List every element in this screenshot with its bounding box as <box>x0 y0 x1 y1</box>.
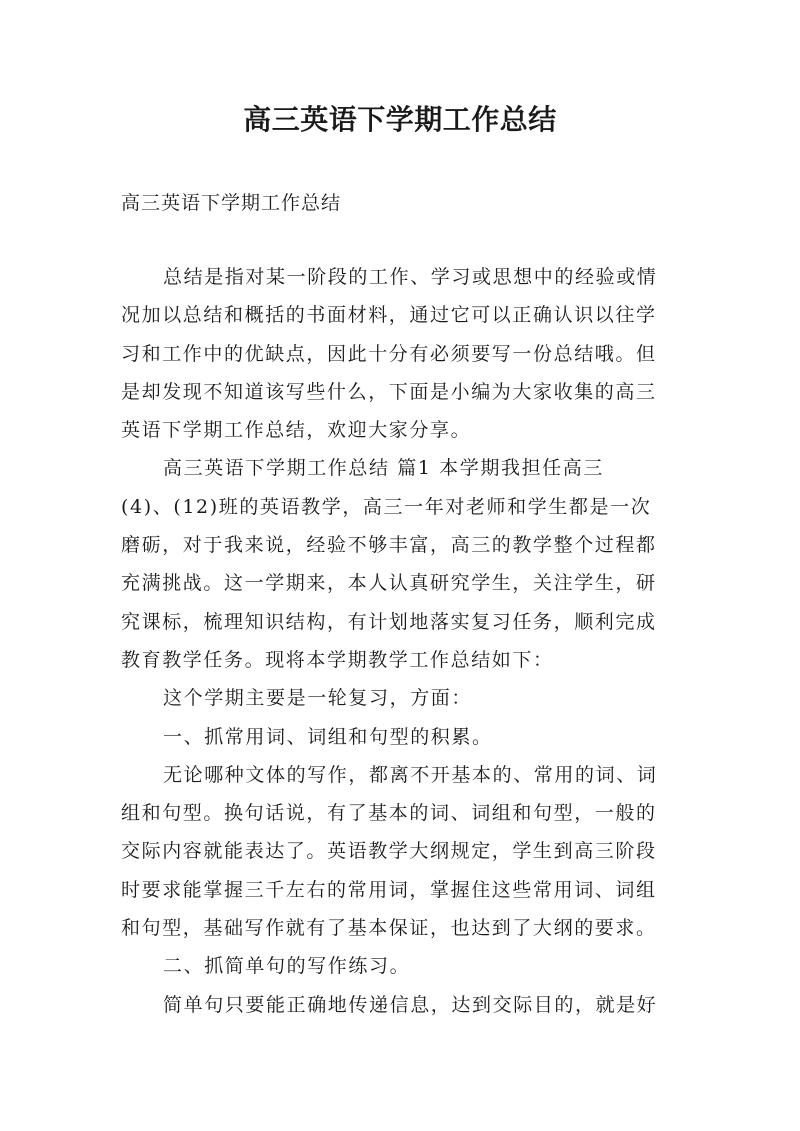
text-line: 这个学期主要是一轮复习，方面： <box>163 687 473 710</box>
text-line: 高三英语下学期工作总结 篇1 本学期我担任高三 <box>163 457 604 480</box>
text-line: 无论哪种文体的写作，都离不开基本的、常用的词、词 <box>163 763 658 786</box>
text-line: (4)、(12)班的英语教学，高三一年对老师和学生都是一次 <box>121 495 652 518</box>
text-line: 磨砺，对于我来说，经验不够丰富，高三的教学整个过程都 <box>121 534 657 557</box>
text-line: 况加以总结和概括的书面材料，通过它可以正确认识以往学 <box>121 304 657 327</box>
text-line: 充满挑战。这一学期来，本人认真研究学生，关注学生，研 <box>121 572 657 595</box>
text-line: 时要求能掌握三千左右的常用词，掌握住这些常用词、词组 <box>121 878 657 901</box>
text-line: 究课标，梳理知识结构，有计划地落实复习任务，顺利完成 <box>121 610 657 633</box>
text-line: 英语下学期工作总结，欢迎大家分享。 <box>121 419 472 442</box>
document-title: 高三英语下学期工作总结 <box>243 103 557 136</box>
text-line: 二、抓简单句的写作练习。 <box>163 955 411 978</box>
text-line: 总结是指对某一阶段的工作、学习或思想中的经验或情 <box>163 266 658 288</box>
text-line: 是却发现不知道该写些什么，下面是小编为大家收集的高三 <box>121 380 657 403</box>
text-line: 一、抓常用词、词组和句型的积累。 <box>163 725 493 748</box>
text-line: 简单句只要能正确地传递信息，达到交际目的，就是好 <box>163 993 658 1016</box>
text-line: 组和句型。换句话说，有了基本的词、词组和句型，一般的 <box>121 802 657 825</box>
text-line: 教育教学任务。现将本学期教学工作总结如下： <box>121 648 554 671</box>
text-line: 交际内容就能表达了。英语教学大纲规定，学生到高三阶段 <box>121 840 657 863</box>
text-line: 和句型，基础写作就有了基本保证，也达到了大纲的要求。 <box>121 917 657 940</box>
text-line: 习和工作中的优缺点，因此十分有必须要写一份总结哦。但 <box>121 342 657 365</box>
document-body <box>121 258 691 1024</box>
document-subtitle: 高三英语下学期工作总结 <box>121 192 342 214</box>
